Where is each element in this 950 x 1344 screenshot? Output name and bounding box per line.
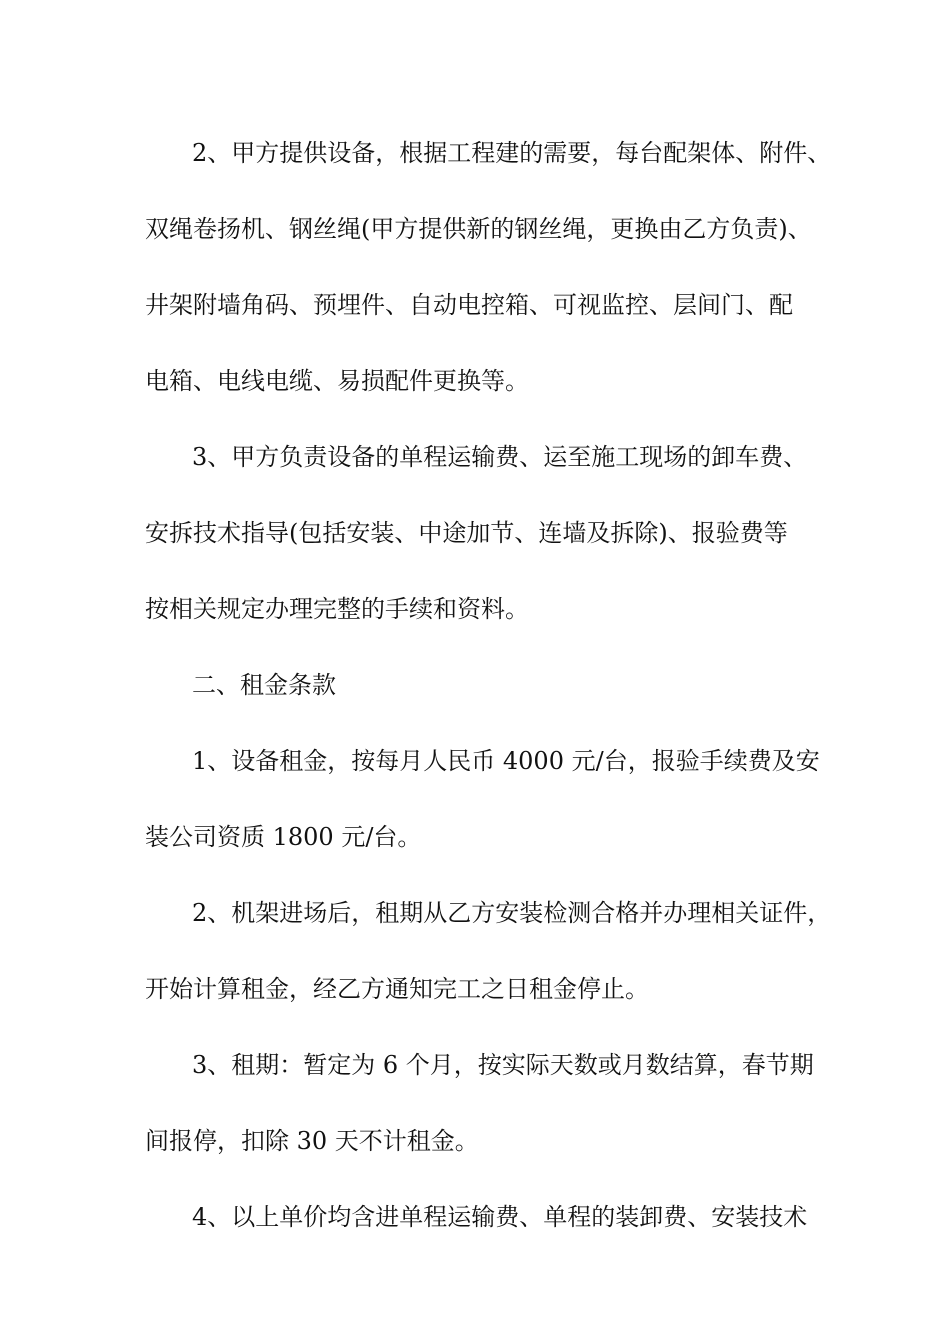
rent-clause-2-line-2: 开始计算租金，经乙方通知完工之日租金停止。 bbox=[145, 975, 649, 1003]
clause-3-line-2: 安拆技术指导(包括安装、中途加节、连墙及拆除)、报验费等 bbox=[145, 519, 788, 547]
clause-3-line-1: 3、甲方负责设备的单程运输费、运至施工现场的卸车费、 bbox=[192, 443, 808, 471]
rent-clause-4-line-1: 4、以上单价均含进单程运输费、单程的装卸费、安装技术 bbox=[192, 1203, 808, 1231]
clause-2-line-3: 井架附墙角码、预埋件、自动电控箱、可视监控、层间门、配 bbox=[145, 291, 793, 319]
clause-2-line-4: 电箱、电线电缆、易损配件更换等。 bbox=[145, 367, 529, 395]
rent-clause-3-line-2: 间报停，扣除 30 天不计租金。 bbox=[145, 1127, 479, 1155]
rent-clause-1-line-1: 1、设备租金，按每月人民币 4000 元/台，报验手续费及安 bbox=[192, 747, 820, 775]
rent-clause-3-line-1: 3、租期：暂定为 6 个月，按实际天数或月数结算，春节期 bbox=[192, 1051, 814, 1079]
clause-3-line-3: 按相关规定办理完整的手续和资料。 bbox=[145, 595, 529, 623]
clause-2-line-2: 双绳卷扬机、钢丝绳(甲方提供新的钢丝绳，更换由乙方负责)、 bbox=[145, 215, 812, 243]
section-heading-rent: 二、租金条款 bbox=[192, 671, 336, 699]
rent-clause-2-line-1: 2、机架进场后，租期从乙方安装检测合格并办理相关证件， bbox=[192, 899, 832, 927]
clause-2-line-1: 2、甲方提供设备，根据工程建的需要，每台配架体、附件、 bbox=[192, 139, 832, 167]
rent-clause-1-line-2: 装公司资质 1800 元/台。 bbox=[145, 823, 422, 851]
